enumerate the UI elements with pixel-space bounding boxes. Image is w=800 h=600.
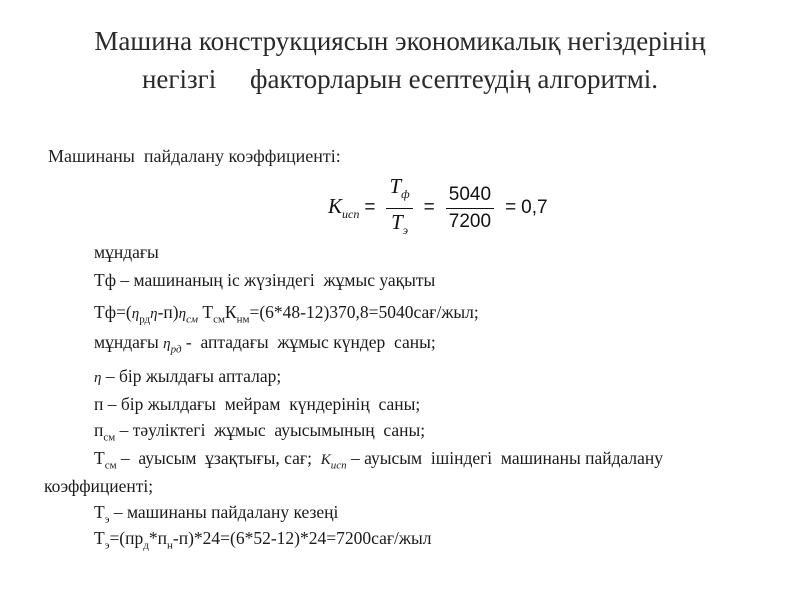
line-tf-definition: Тф – машинаның іс жүзіндегі жұмыс уақыты: [94, 270, 436, 290]
utilization-formula: $K_{исп}$ = $\frac{T_ф}{T_э}$ = $\frac{5040}{7200}$ = 0,7: [328, 180, 548, 236]
line-coefficient: коэффициенті;: [44, 476, 154, 496]
title-line-2: негізгі факторларын есептеудің алгоритмі.: [141, 64, 659, 94]
formula-result: 0,7: [521, 197, 548, 218]
title-line-1: Машина конструкциясын экономикалық негіздерінің: [94, 26, 706, 56]
line-shifts: $п_{см}$ – тәуліктегі жұмыс ауысымының саны;: [94, 420, 426, 444]
section-subtitle: Машинаны пайдалану коэффициенті:: [48, 146, 341, 166]
line-tf-formula: $Тф=(\eta_{рд}\eta-п)\eta_{см}$ $Т_{см}К_{нм}=(6*48-12)370,8=5040сағ$/жыл;: [94, 302, 479, 326]
formula-fraction-numeric: $\frac{5040}{7200}$: [446, 183, 494, 234]
line-eta-weeks: η – бір жылдағы апталар;: [94, 366, 282, 386]
line-te-definition: $Т_э$ – машинаны пайдалану кезеңі: [94, 502, 339, 526]
formula-fraction-symbolic: $\frac{T_ф}{T_э}$: [386, 174, 412, 241]
slide-title: [0, 22, 800, 98]
formula-lhs: $K_{исп}$: [328, 193, 360, 222]
line-te-formula: $Т_э=(пр_д*п_н-п)*24=(6*52-12)*24=7200сағ$/жыл: [94, 528, 432, 552]
line-shift-duration: $Т_{см}$ – ауысым ұзақтығы, сағ; $K_{исп}$ – ауысым ішіндегі машинаны пайдалану: [94, 448, 664, 472]
line-holidays: п – бір жылдағы мейрам күндерінің саны;: [94, 394, 421, 414]
line-eta-rd: мұндағы $\eta_{рд}$ - аптадағы жұмыс күндер саны;: [94, 332, 436, 356]
line-where: мұндағы: [94, 242, 159, 262]
